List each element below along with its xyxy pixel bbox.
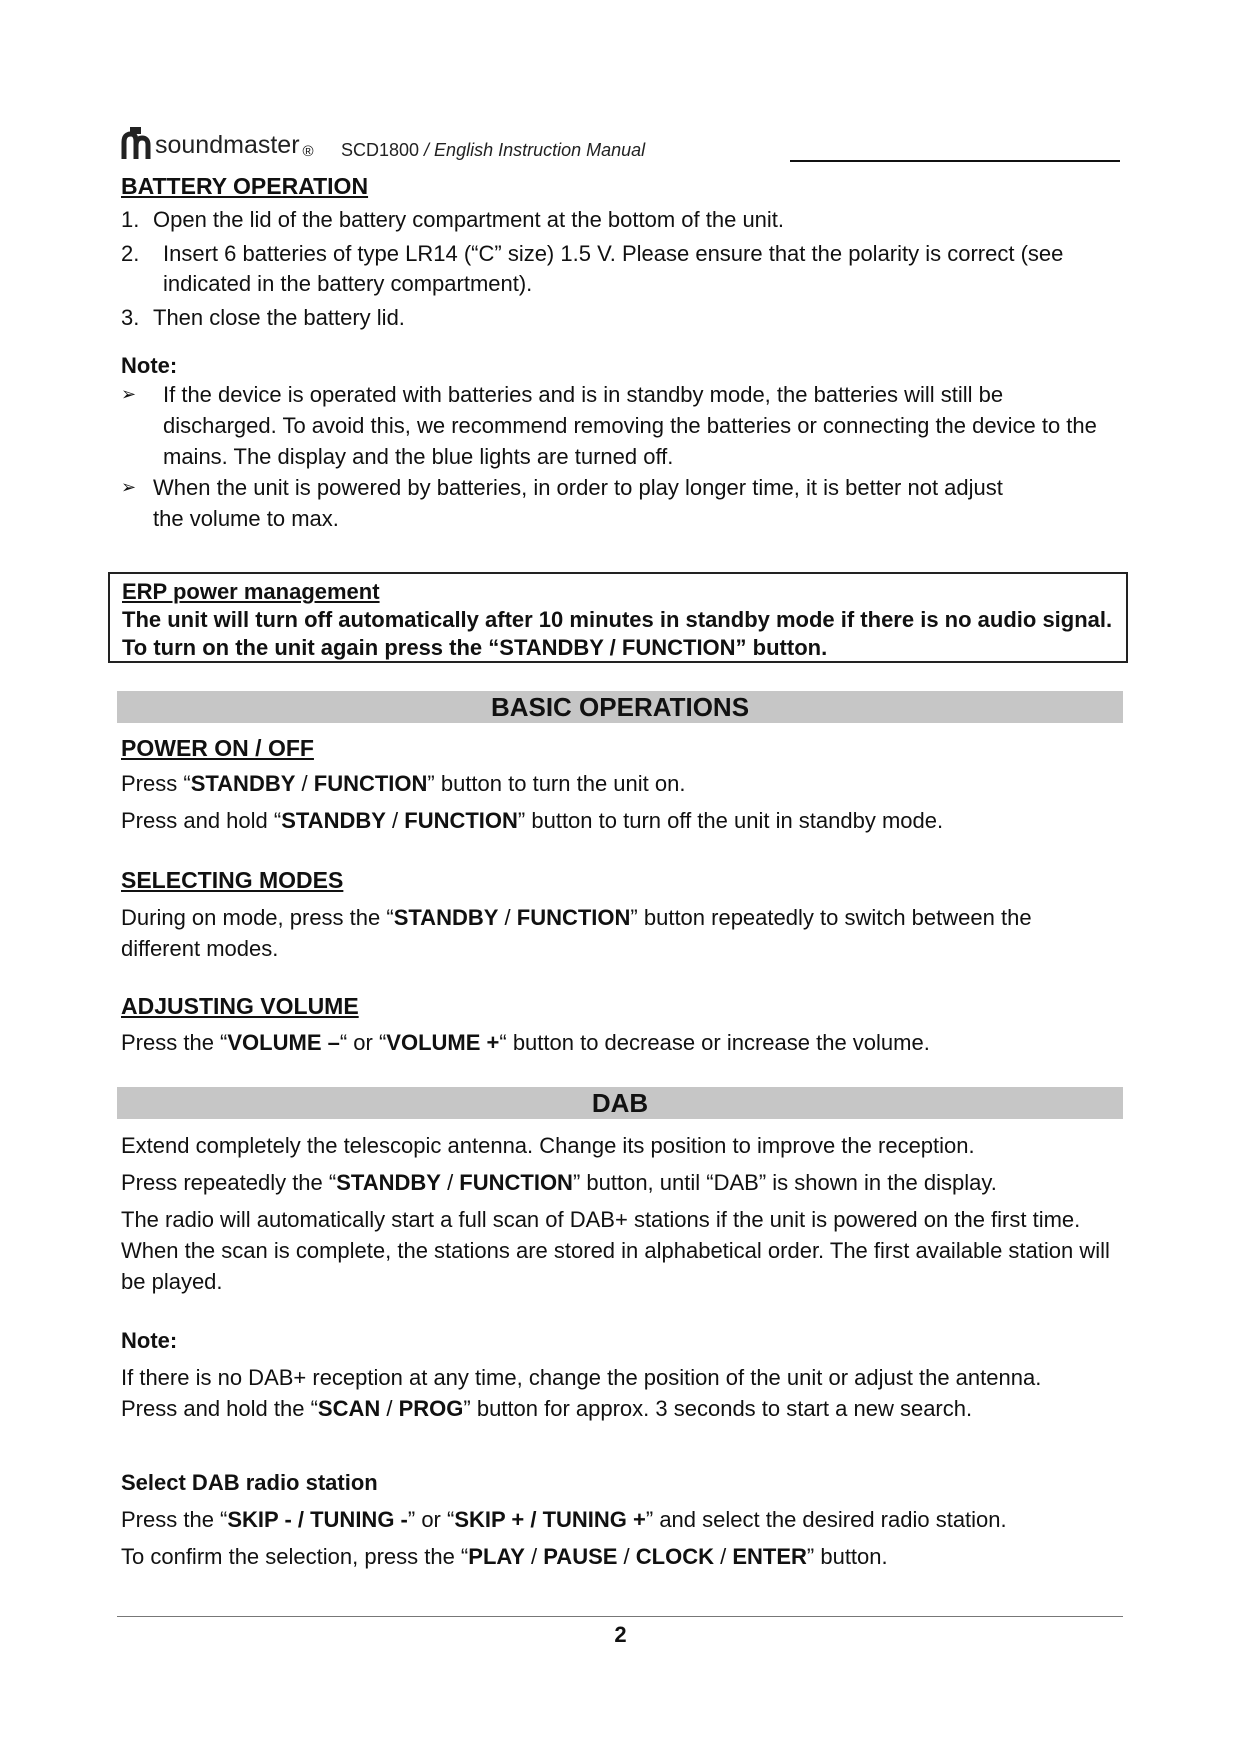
step-text: Insert 6 batteries of type LR14 (“C” size) 1.5 V. Please ensure that the polarity is correct (see indicated in the battery compartment). <box>163 241 1064 296</box>
model-number: SCD1800 <box>341 140 420 160</box>
dab-note-2 <box>121 1393 972 1424</box>
button-name: PAUSE <box>543 1544 618 1569</box>
button-name: STANDBY <box>281 808 386 833</box>
erp-title: ERP power management <box>122 579 380 604</box>
text: ” button to turn off the unit in standby mode. <box>517 808 944 833</box>
model-line <box>341 140 645 161</box>
text: ” or “ <box>407 1507 455 1532</box>
text: “ button to decrease or increase the volume. <box>499 1030 930 1055</box>
text: ” button to turn the unit on. <box>427 771 686 796</box>
step-number: 3. <box>121 305 140 330</box>
header-rule <box>790 160 1120 162</box>
text: / <box>380 1396 399 1421</box>
select-station-line-2 <box>121 1541 888 1572</box>
volume-text <box>121 1027 930 1058</box>
battery-note-label: Note: <box>121 353 178 378</box>
battery-heading: BATTERY OPERATION <box>121 173 369 199</box>
text: Press and hold “ <box>121 808 282 833</box>
button-name: VOLUME – <box>227 1030 340 1055</box>
step-text: Then close the battery lid. <box>153 305 405 330</box>
power-heading: POWER ON / OFF <box>121 735 314 761</box>
text: Press the “ <box>121 1507 228 1532</box>
registered-mark: ® <box>302 143 314 160</box>
list-item <box>121 205 1121 235</box>
text: Press repeatedly the “ <box>121 1170 337 1195</box>
button-name: STANDBY <box>190 771 296 796</box>
dab-paragraph-1: Extend completely the telescopic antenna. Change its position to improve the reception. <box>121 1133 975 1158</box>
button-name: FUNCTION <box>404 808 518 833</box>
text: / <box>440 1170 460 1195</box>
button-name: SCAN <box>317 1396 381 1421</box>
dab-note-label: Note: <box>121 1328 178 1353</box>
power-line-1 <box>121 768 685 799</box>
button-name: VOLUME + <box>386 1030 500 1055</box>
dab-bar: DAB <box>117 1087 1123 1119</box>
button-name: FUNCTION <box>313 771 428 796</box>
text: ” button for approx. 3 seconds to start a new search. <box>463 1396 973 1421</box>
button-name: FUNCTION <box>516 905 631 930</box>
text: / <box>617 1544 636 1569</box>
list-item <box>121 303 1121 333</box>
arrow-bullet-icon: ➢ <box>121 477 137 497</box>
text: / <box>524 1544 544 1569</box>
dab-paragraph-2 <box>121 1167 997 1198</box>
button-name: STANDBY <box>336 1170 441 1195</box>
text: Press and hold the “ <box>121 1396 318 1421</box>
text: Press “ <box>121 771 191 796</box>
dab-note-1: If there is no DAB+ reception at any time, change the position of the unit or adjust the antenna. <box>121 1365 1042 1390</box>
text: ” and select the desired radio station. <box>645 1507 1007 1532</box>
select-station-heading: Select DAB radio station <box>121 1470 378 1495</box>
modes-heading: SELECTING MODES <box>121 867 344 893</box>
manual-title: / English Instruction Manual <box>419 140 646 160</box>
button-name: SKIP + / TUNING + <box>454 1507 646 1532</box>
text: / <box>295 771 314 796</box>
arrow-bullet-icon: ➢ <box>121 384 137 404</box>
button-name: SKIP - / TUNING - <box>227 1507 408 1532</box>
select-station-line-1 <box>121 1504 1007 1535</box>
text: “ or “ <box>339 1030 387 1055</box>
button-name: PROG <box>398 1396 464 1421</box>
step-number: 2. <box>121 241 140 266</box>
erp-body: The unit will turn off automatically after 10 minutes in standby mode if there is no audio signal. To turn on the unit again press the “STANDBY / FUNCTION” button. <box>122 607 1113 660</box>
list-item <box>121 379 1111 472</box>
note-text: When the unit is powered by batteries, in order to play longer time, it is better not adjust the volume to max. <box>153 475 1003 531</box>
text: / <box>385 808 405 833</box>
list-item <box>121 472 1023 534</box>
text: ” button, until “DAB” is shown in the display. <box>572 1170 997 1195</box>
battery-steps <box>121 205 1121 337</box>
page-number: 2 <box>614 1622 627 1647</box>
footer-rule <box>117 1616 1123 1617</box>
volume-heading: ADJUSTING VOLUME <box>121 993 359 1019</box>
button-name: CLOCK <box>635 1544 714 1569</box>
list-item <box>121 239 1121 299</box>
brand-logo <box>121 120 314 160</box>
basic-operations-bar: BASIC OPERATIONS <box>117 691 1123 723</box>
button-name: PLAY <box>468 1544 525 1569</box>
power-line-2 <box>121 805 943 836</box>
erp-info-box <box>108 572 1128 663</box>
step-text: Open the lid of the battery compartment at the bottom of the unit. <box>153 207 785 232</box>
text: Press the “ <box>121 1030 228 1055</box>
brand-name: soundmaster <box>155 131 300 159</box>
note-text: If the device is operated with batteries and is in standby mode, the batteries will still be discharged. To avoid this, we recommend removing the batteries or connecting the device to the mains. The display and the blue lights are turned off. <box>163 382 1097 469</box>
text: During on mode, press the “ <box>121 905 394 930</box>
button-name: STANDBY <box>393 905 499 930</box>
page-header <box>121 120 1121 170</box>
dab-paragraph-3: The radio will automatically start a full scan of DAB+ stations if the unit is powered on the first time. When the scan is complete, the stations are stored in alphabetical order. The first available station will be played. <box>121 1207 1110 1294</box>
step-number: 1. <box>121 207 140 232</box>
soundmaster-logo-icon <box>121 126 151 160</box>
text: ” button. <box>806 1544 888 1569</box>
text: To confirm the selection, press the “ <box>121 1544 469 1569</box>
text: / <box>498 905 517 930</box>
text: ” button repeatedly to switch between the different modes. <box>121 905 1032 961</box>
modes-text <box>121 902 1111 964</box>
button-name: FUNCTION <box>459 1170 573 1195</box>
battery-notes <box>121 379 1111 534</box>
text: / <box>714 1544 733 1569</box>
button-name: ENTER <box>732 1544 807 1569</box>
